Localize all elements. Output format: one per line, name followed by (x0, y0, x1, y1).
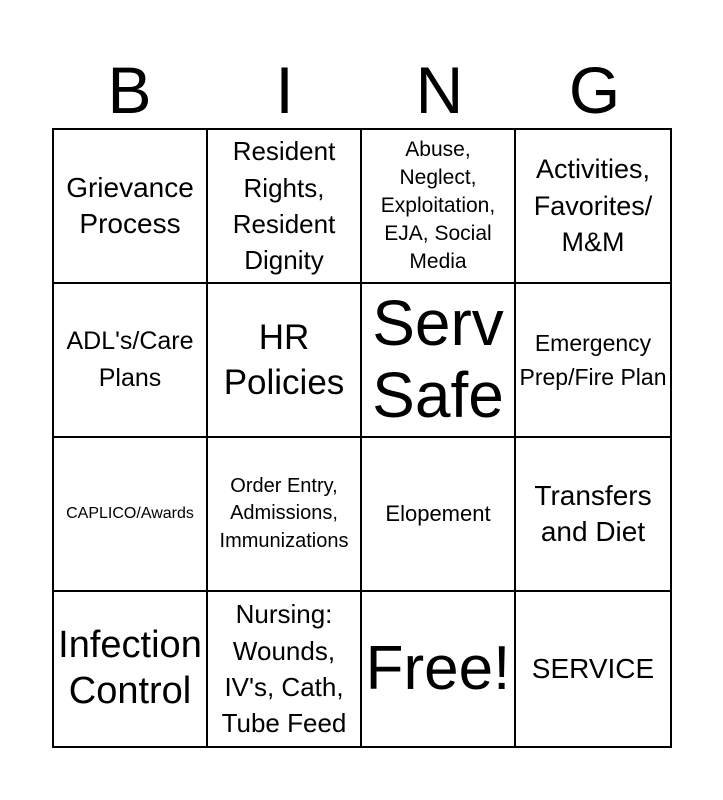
cell-label: Activities, Favorites/ M&M (533, 153, 653, 258)
cell-label: Free! (365, 633, 511, 703)
cell-label: CAPLICO/Awards (66, 505, 194, 523)
bingo-cell[interactable] (208, 592, 362, 746)
bingo-cell[interactable] (54, 438, 208, 592)
cell-label: Nursing: Wounds, IV's, Cath, Tube Feed (221, 599, 347, 739)
bingo-cell[interactable] (516, 284, 670, 438)
cell-label: Serv Safe (372, 287, 504, 431)
cell-label: HR Policies (223, 317, 345, 402)
cell-label: Grievance Process (66, 171, 194, 239)
bingo-grid (52, 128, 672, 748)
bingo-cell[interactable] (54, 592, 208, 746)
cell-label: Emergency Prep/Fire Plan (519, 329, 667, 390)
header-letter-n: N (415, 53, 464, 127)
cell-label: Order Entry, Admissions, Immunizations (219, 474, 349, 552)
bingo-cell[interactable] (208, 130, 362, 284)
bingo-cell[interactable] (516, 592, 670, 746)
bingo-cell[interactable] (362, 438, 516, 592)
header-letter-b: B (107, 53, 152, 127)
bingo-cell[interactable] (54, 130, 208, 284)
cell-label: Elopement (385, 501, 491, 527)
bingo-cell[interactable] (516, 438, 670, 592)
bingo-cell[interactable] (208, 438, 362, 592)
bingo-cell[interactable] (54, 284, 208, 438)
header-letter-i: I (275, 53, 294, 127)
bingo-cell[interactable] (362, 284, 516, 438)
bingo-cell[interactable] (516, 130, 670, 284)
cell-label: ADL's/Care Plans (66, 326, 194, 392)
bingo-cell[interactable] (208, 284, 362, 438)
header-letter-g: G (568, 53, 621, 127)
cell-label: Abuse, Neglect, Exploitation, EJA, Social Media (380, 137, 496, 274)
cell-label: Resident Rights, Resident Dignity (232, 136, 336, 276)
cell-label: Transfers and Diet (534, 479, 652, 547)
cell-label: Infection Control (58, 624, 202, 712)
cell-label: SERVICE (531, 652, 655, 684)
bingo-cell[interactable] (362, 130, 516, 284)
free-space-cell[interactable] (362, 592, 516, 746)
bingo-header (52, 52, 672, 128)
